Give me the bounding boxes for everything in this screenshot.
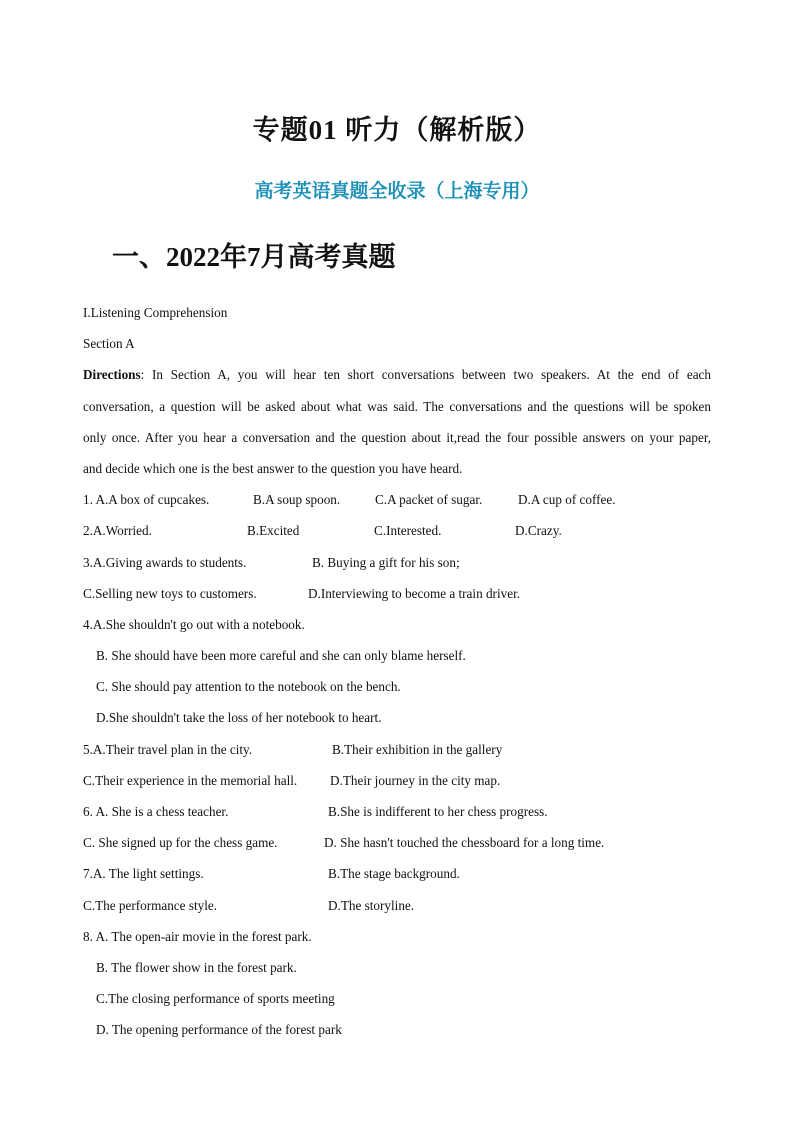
q4-option-d: D.She shouldn't take the loss of her notebook to heart.	[96, 710, 382, 726]
directions-line-4: and decide which one is the best answer to the question you have heard.	[83, 460, 463, 476]
q7-option-c: C.The performance style.	[83, 897, 218, 913]
q3-option-b: B. Buying a gift for his son;	[312, 554, 460, 570]
section-heading: 一、2022年7月高考真题	[112, 242, 396, 272]
directions-line-2: conversation, a question will be asked about what was said. The conversations and the questions will be spoken	[83, 398, 711, 414]
directions-line-1	[83, 359, 711, 390]
page-subtitle: 高考英语真题全收录（上海专用）	[254, 181, 540, 202]
page-title: 专题01 听力（解析版）	[252, 115, 542, 145]
q1-option-b: B.A soup spoon.	[253, 492, 341, 508]
q2-option-d: D.Crazy.	[515, 523, 562, 539]
question-1	[83, 484, 711, 515]
q4-option-a: 4.A.She shouldn't go out with a notebook.	[83, 616, 305, 632]
q8-option-a: 8. A. The open-air movie in the forest park.	[83, 928, 312, 944]
question-7-line-1	[83, 858, 711, 889]
q3-option-a: 3.A.Giving awards to students.	[83, 554, 247, 570]
q2-option-c: C.Interested.	[374, 523, 442, 539]
section-label: Section A	[83, 336, 135, 352]
directions-text-1: : In Section A, you will hear ten short conversations between two speakers. At the end of each	[140, 367, 711, 383]
directions-label: Directions	[83, 367, 141, 383]
document-body	[83, 297, 711, 1046]
question-6-line-2	[83, 827, 711, 858]
q4-option-b: B. She should have been more careful and she can only blame herself.	[96, 648, 466, 664]
question-3-line-2	[83, 578, 711, 609]
q3-option-d: D.Interviewing to become a train driver.	[308, 585, 521, 601]
q7-option-d: D.The storyline.	[328, 897, 415, 913]
q3-option-c: C.Selling new toys to customers.	[83, 585, 257, 601]
q1-option-c: C.A packet of sugar.	[375, 492, 483, 508]
q7-option-b: B.The stage background.	[328, 866, 460, 882]
q8-option-b: B. The flower show in the forest park.	[96, 959, 297, 975]
directions-line-3: only once. After you hear a conversation and the question about it,read the four possible answers on your paper,	[83, 429, 711, 445]
q5-option-d: D.Their journey in the city map.	[330, 772, 501, 788]
q6-option-b: B.She is indifferent to her chess progress.	[328, 804, 548, 819]
q6-option-a: 6. A. She is a chess teacher.	[83, 804, 229, 819]
q1-option-a: 1. A.A box of cupcakes.	[83, 492, 210, 508]
q7-option-a: 7.A. The light settings.	[83, 866, 204, 882]
q5-option-a: 5.A.Their travel plan in the city.	[83, 741, 253, 757]
q4-option-c: C. She should pay attention to the notebook on the bench.	[96, 679, 401, 695]
question-6-line-1	[83, 796, 711, 827]
q5-option-c: C.Their experience in the memorial hall.	[83, 772, 298, 788]
q8-option-d: D. The opening performance of the forest park	[96, 1022, 342, 1038]
q2-option-b: B.Excited	[247, 523, 300, 539]
q2-option-a: 2.A.Worried.	[83, 523, 152, 539]
q8-option-c: C.The closing performance of sports meeting	[96, 991, 335, 1007]
q1-option-d: D.A cup of coffee.	[518, 492, 616, 508]
question-5-line-1	[83, 734, 711, 765]
q6-option-d: D. She hasn't touched the chessboard for a long time.	[324, 835, 605, 851]
q5-option-b: B.Their exhibition in the gallery	[332, 741, 503, 757]
question-3-line-1	[83, 547, 711, 578]
question-7-line-2	[83, 890, 711, 921]
question-5-line-2	[83, 765, 711, 796]
part-label: I.Listening Comprehension	[83, 305, 228, 320]
q6-option-c: C. She signed up for the chess game.	[83, 835, 278, 851]
question-2	[83, 515, 711, 546]
